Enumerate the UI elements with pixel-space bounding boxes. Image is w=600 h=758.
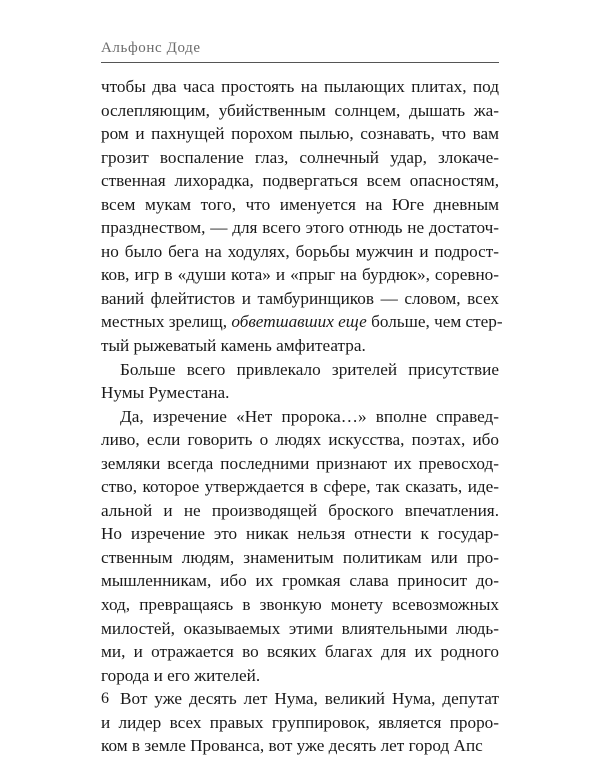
text-line	[101, 381, 499, 405]
running-head: Альфонс Доде	[101, 40, 201, 56]
text-run: ром и пахнущей порохом пылью, сознавать, что вам	[101, 124, 499, 144]
text-run: Нумы Руместана.	[101, 383, 230, 403]
text-run: чтобы два часа простоять на пылающих плитах, под	[101, 77, 499, 96]
text-run: и лидер всех правых группировок, является проро-	[101, 712, 499, 732]
text-run: ослепляющим, убийственным солнцем, дышать жа-	[101, 100, 499, 120]
text-run: ственным людям, знаменитым политикам или про-	[101, 547, 499, 567]
text-run: ход, превращаясь в звонкую монету всевозможных	[101, 595, 499, 615]
text-line	[101, 640, 499, 664]
text-line	[101, 499, 499, 523]
text-run: города и его жителей.	[101, 665, 261, 685]
text-run: ваний флейтистов и тамбуринщиков — словом, всех	[101, 288, 499, 308]
text-run: ство, которое утверждается в сфере, так сказать, иде-	[101, 477, 499, 497]
text-line	[101, 734, 499, 758]
text-line	[101, 522, 499, 546]
text-run: празднеством, — для всего этого отнюдь не достаточ-	[101, 218, 499, 238]
text-line	[101, 405, 499, 429]
text-line	[101, 452, 499, 476]
text-run: Да, изречение «Нет пророка…» вполне справед-	[120, 406, 499, 426]
text-run: тый рыжеватый камень амфитеатра.	[101, 336, 366, 356]
header-rule	[101, 62, 499, 63]
text-run: местных зрелищ,	[101, 312, 232, 332]
text-line	[101, 75, 499, 99]
text-line	[101, 358, 499, 382]
text-line	[101, 193, 499, 217]
text-run: милостей, оказываемых этими влиятельными людь-	[101, 618, 499, 638]
text-line	[101, 711, 499, 735]
text-line	[101, 122, 499, 146]
text-run: ственная лихорадка, подвергаться всем опасностям,	[101, 171, 499, 191]
page-number: 6	[101, 690, 109, 707]
text-line	[101, 664, 499, 688]
text-run: ливо, если говорить о людях искусства, поэтах, ибо	[101, 430, 499, 450]
text-run: ком в земле Прованса, вот уже десять лет город Апс	[101, 736, 483, 756]
text-line	[101, 240, 499, 264]
text-run: мышленникам, ибо их громкая слава приносит до-	[101, 571, 499, 591]
text-run: земляки всегда последними признают их превосход-	[101, 453, 499, 473]
text-line	[101, 593, 499, 617]
text-line	[101, 169, 499, 193]
text-line	[101, 334, 499, 358]
text-run: альной и не производящей броского впечатления.	[101, 500, 499, 520]
text-line	[101, 216, 499, 240]
text-line	[101, 617, 499, 641]
text-line	[101, 475, 499, 499]
text-run: всем мукам того, что именуется на Юге дневным	[101, 194, 499, 214]
text-line	[101, 546, 499, 570]
body-text	[101, 75, 503, 758]
text-run: ми, и отражается во всяких благах для их родного	[101, 642, 499, 662]
text-line	[101, 310, 503, 334]
italic-phrase: обветшавших еще	[231, 312, 367, 332]
text-run: грозит воспаление глаз, солнечный удар, злокаче-	[101, 147, 499, 167]
text-run: ков, игр в «души кота» и «прыг на бурдюк», соревно-	[101, 265, 499, 285]
text-line	[101, 687, 499, 711]
text-run: но было бега на ходулях, борьбы мужчин и подрост-	[101, 241, 499, 261]
text-line	[101, 263, 499, 287]
text-line	[101, 146, 499, 170]
text-run: Больше всего привлекало зрителей присутствие	[120, 359, 499, 379]
text-line	[101, 569, 499, 593]
text-run: больше, чем стер-	[366, 312, 503, 332]
text-line	[101, 287, 499, 311]
text-line	[101, 99, 499, 123]
text-line	[101, 428, 499, 452]
text-run: Но изречение это никак нельзя отнести к государ-	[101, 524, 499, 544]
text-run: Вот уже десять лет Нума, великий Нума, депутат	[120, 689, 499, 709]
